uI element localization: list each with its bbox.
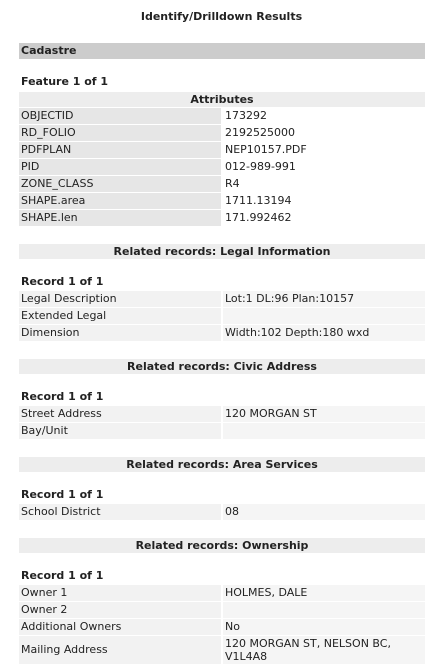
attribute-name: SHAPE.area — [19, 193, 221, 209]
field-value: HOLMES, DALE — [223, 585, 425, 601]
record-count-label: Record 1 of 1 — [21, 488, 104, 501]
attribute-name: RD_FOLIO — [19, 125, 221, 141]
record-row — [19, 636, 425, 664]
field-value: Lot:1 DL:96 Plan:10157 — [223, 291, 425, 307]
attribute-row — [19, 176, 425, 192]
field-value: Width:102 Depth:180 wxd — [223, 325, 425, 341]
record-count-label: Record 1 of 1 — [21, 275, 104, 288]
legal-information-header: Related records: Legal Information — [19, 244, 425, 259]
area-services-header: Related records: Area Services — [19, 457, 425, 472]
attribute-row — [19, 210, 425, 226]
attribute-value: 171.992462 — [223, 210, 425, 226]
field-value — [223, 308, 425, 324]
attribute-row — [19, 142, 425, 158]
attribute-name: PID — [19, 159, 221, 175]
field-name: School District — [19, 504, 221, 520]
ownership-header: Related records: Ownership — [19, 538, 425, 553]
field-name: Legal Description — [19, 291, 221, 307]
field-name: Additional Owners — [19, 619, 221, 635]
attribute-value: 173292 — [223, 108, 425, 124]
attribute-value: 012-989-991 — [223, 159, 425, 175]
field-value — [223, 602, 425, 618]
attribute-name: OBJECTID — [19, 108, 221, 124]
record-row — [19, 602, 425, 618]
attribute-row — [19, 125, 425, 141]
field-name: Owner 1 — [19, 585, 221, 601]
record-row — [19, 406, 425, 422]
field-name: Bay/Unit — [19, 423, 221, 439]
attribute-name: SHAPE.len — [19, 210, 221, 226]
record-count-label: Record 1 of 1 — [21, 390, 104, 403]
attribute-row — [19, 159, 425, 175]
record-row — [19, 504, 425, 520]
field-name: Extended Legal — [19, 308, 221, 324]
attribute-value: R4 — [223, 176, 425, 192]
attribute-name: PDFPLAN — [19, 142, 221, 158]
record-row — [19, 423, 425, 439]
feature-count-label: Feature 1 of 1 — [21, 75, 109, 88]
attribute-row — [19, 193, 425, 209]
attribute-value: 2192525000 — [223, 125, 425, 141]
attribute-row — [19, 108, 425, 124]
field-name: Street Address — [19, 406, 221, 422]
attributes-header: Attributes — [19, 92, 425, 107]
attribute-value: 1711.13194 — [223, 193, 425, 209]
record-row — [19, 585, 425, 601]
layer-name-bar: Cadastre — [19, 43, 425, 59]
record-count-label: Record 1 of 1 — [21, 569, 104, 582]
field-value: 08 — [223, 504, 425, 520]
field-name: Owner 2 — [19, 602, 221, 618]
field-value: 120 MORGAN ST, NELSON BC, V1L4A8 — [223, 636, 425, 664]
field-value: 120 MORGAN ST — [223, 406, 425, 422]
field-value — [223, 423, 425, 439]
attribute-name: ZONE_CLASS — [19, 176, 221, 192]
page-title: Identify/Drilldown Results — [140, 10, 303, 23]
field-value: No — [223, 619, 425, 635]
civic-address-header: Related records: Civic Address — [19, 359, 425, 374]
attribute-value: NEP10157.PDF — [223, 142, 425, 158]
record-row — [19, 308, 425, 324]
record-row — [19, 291, 425, 307]
record-row — [19, 325, 425, 341]
record-row — [19, 619, 425, 635]
field-name: Dimension — [19, 325, 221, 341]
field-name: Mailing Address — [19, 636, 221, 664]
